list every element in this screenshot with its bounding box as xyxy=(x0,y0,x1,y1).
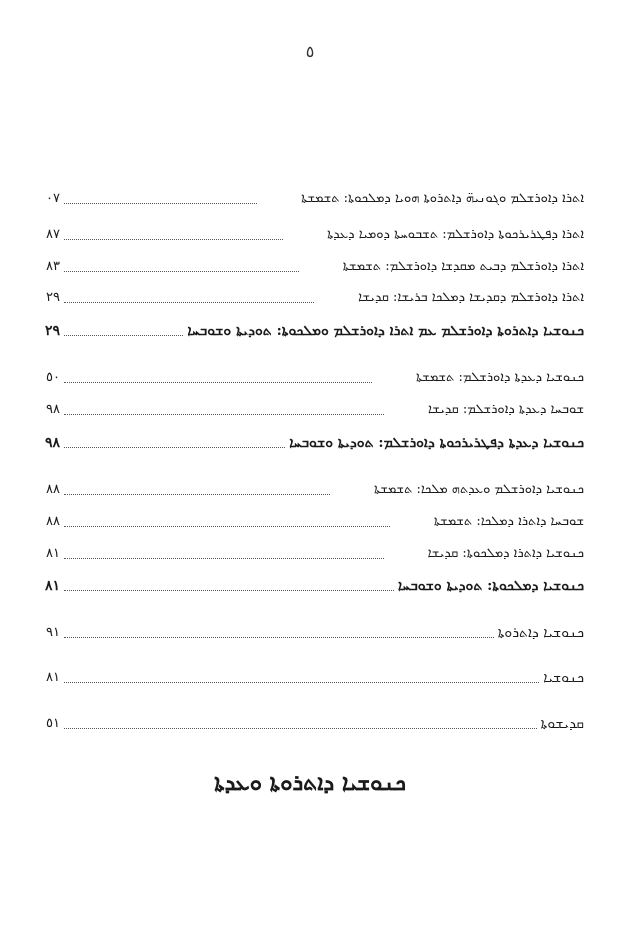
toc-entry[interactable] xyxy=(34,285,586,307)
toc-section-entry[interactable] xyxy=(34,573,586,595)
toc-entry-title: ܟܢܘܫܝܐ ܕܥܕܬܐ ܕܐܘܪܫܠܡ: ܬܫܡܫܬܐ xyxy=(415,370,584,385)
dot-leader xyxy=(64,681,539,683)
toc-entry-title: ܐܬܪܐ ܕܦܛܪܝܪܟܘܬܐ ܕܐܘܪܫܠܡ: ܬܫܒܘܚܬܐ ܕܘܡܝܐ ܕܥܕܬܐ xyxy=(327,227,584,242)
closing-title: ܟܢܘܫܝܐ ܕܐܬܪܘܬܐ ܘܥܕܬܐ xyxy=(214,770,406,796)
toc-entry-title: ܫܘܒܚܐ ܕܥܕܬܐ ܕܐܘܪܫܠܡ: ܩܕܝܫܐ xyxy=(428,402,584,417)
toc-page-number: ٨١ xyxy=(46,546,60,561)
dot-leader xyxy=(64,525,390,527)
dot-leader xyxy=(64,301,314,303)
dot-leader xyxy=(64,334,183,336)
dot-leader xyxy=(64,493,330,495)
toc-entry-title: ܟܢܘܫܝܐ ܕܐܘܪܫܠܡ ܘܥܕܬܗ ܡܠܟܐ: ܬܫܡܫܬܐ xyxy=(373,482,584,497)
toc-entry-title: ܟܢܘܫܝܐ ܕܐܬܪܘܬܐ xyxy=(497,625,584,641)
toc-entry[interactable] xyxy=(34,711,586,733)
toc-page-number: ٨١ xyxy=(46,670,60,685)
toc-page-number: ٥٠ xyxy=(46,370,60,385)
toc-entry-title: ܐܬܪܐ ܕܐܘܪܫܠܡ ܘܓܘܢܝܗ̈ ܕܐܬܪܘܬܐ ܗܘܝܐ ܕܡܠܟܘܬܐ: ܬܫܡܫܬܐ xyxy=(301,191,584,206)
dot-leader xyxy=(64,202,257,204)
toc-section-entry[interactable] xyxy=(34,318,586,340)
toc-entry[interactable] xyxy=(34,541,586,563)
toc-entry-title: ܟܢܘܫܝܐ xyxy=(543,670,584,686)
toc-entry[interactable] xyxy=(34,620,586,642)
dot-leader xyxy=(64,238,283,240)
toc-entry-title: ܩܕܝܫܘܬܐ xyxy=(540,716,584,732)
dot-leader xyxy=(64,446,285,448)
toc-entry[interactable] xyxy=(34,365,586,387)
toc-entry-title: ܟܢܘܫܝܐ ܕܐܬܪܘܬܐ ܕܐܘܪܫܠܡ ܥܡ ܐܬܪܐ ܕܐܘܪܫܠܡ ܘܡܠܟܘܬܐ: ܬܘܕܝܬܐ ܘܫܘܒܚܐ xyxy=(187,323,584,339)
toc-page-number: ٩٨ xyxy=(44,435,60,451)
toc-page-number: ٨٣ xyxy=(46,259,60,274)
toc-entry-title: ܟܢܘܫܝܐ ܕܥܕܬܐ ܕܦܛܪܝܪܟܘܬܐ ܕܐܘܪܫܠܡ: ܬܘܕܝܬܐ ܘܫܘܒܚܐ xyxy=(289,435,584,451)
dot-leader xyxy=(64,636,494,638)
toc-entry[interactable] xyxy=(34,477,586,499)
dot-leader xyxy=(64,589,394,591)
toc-page-number: ٩٨ xyxy=(46,402,60,417)
toc-entry[interactable] xyxy=(34,254,586,276)
toc-page-number: ٩١ xyxy=(46,625,60,640)
toc-entry[interactable] xyxy=(34,186,586,208)
toc-section-entry[interactable] xyxy=(34,430,586,452)
toc-page-number: ٨٨ xyxy=(46,482,60,497)
dot-leader xyxy=(64,270,299,272)
toc-entry[interactable] xyxy=(34,222,586,244)
dot-leader xyxy=(64,381,372,383)
dot-leader xyxy=(64,557,384,559)
toc-entry-title: ܟܢܘܫܝܐ ܕܐܬܪܐ ܕܡܠܟܘܬܐ: ܩܕܝܫܐ xyxy=(427,546,584,561)
toc-page-number: ٨٨ xyxy=(46,514,60,529)
dot-leader xyxy=(64,727,537,729)
toc-entry-title: ܫܘܒܚܐ ܕܐܬܪܐ ܕܡܠܟܐ: ܬܫܡܫܬܐ xyxy=(433,514,584,529)
toc-page-number: ٢٩ xyxy=(46,290,60,305)
toc-page-number: ٨١ xyxy=(44,578,60,594)
toc-page-number: ٢٩ xyxy=(44,323,60,339)
toc-entry[interactable] xyxy=(34,665,586,687)
toc-page-number: ٠٧ xyxy=(46,191,60,206)
toc-page-number: ٥١ xyxy=(46,716,60,731)
page-number: ٥ xyxy=(305,42,315,61)
toc-entry-title: ܐܬܪܐ ܕܐܘܪܫܠܡ ܕܩܕܝܫܐ ܕܡܠܟܐ ܒܪܝܫܐ: ܩܕܝܫܐ xyxy=(358,290,584,305)
dot-leader xyxy=(64,413,384,415)
toc-entry[interactable] xyxy=(34,509,586,531)
toc-entry[interactable] xyxy=(34,397,586,419)
toc-page-number: ٨٧ xyxy=(46,227,60,242)
toc-entry-title: ܐܬܪܐ ܕܐܘܪܫܠܡ ܕܒܝܬ ܡܩܕܫܐ ܕܐܘܪܫܠܡ: ܬܫܡܫܬܐ xyxy=(342,259,584,274)
toc-entry-title: ܟܢܘܫܝܐ ܕܡܠܟܘܬܐ: ܬܘܕܝܬܐ ܘܫܘܒܚܐ xyxy=(397,578,584,594)
